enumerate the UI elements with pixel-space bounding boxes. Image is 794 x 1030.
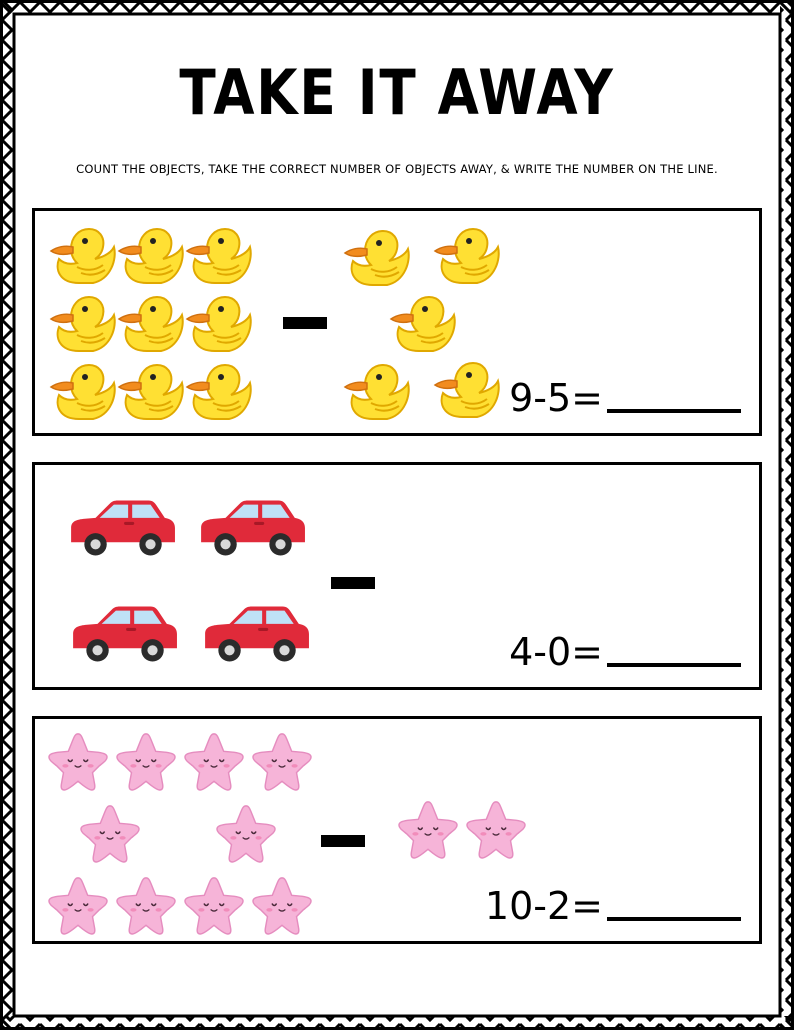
duck-icon bbox=[431, 357, 501, 423]
duck-icon bbox=[341, 359, 411, 425]
duck-icon bbox=[183, 359, 253, 425]
answer-line[interactable] bbox=[607, 917, 741, 921]
car-icon bbox=[67, 599, 179, 667]
star-icon bbox=[183, 875, 245, 935]
worksheet-title: TAKE IT AWAY bbox=[179, 56, 615, 129]
duck-icon bbox=[341, 225, 411, 291]
car-icon bbox=[195, 493, 307, 561]
duck-icon bbox=[115, 359, 185, 425]
car-icon bbox=[199, 599, 311, 667]
minus-sign bbox=[331, 577, 375, 589]
problem-box-ducks bbox=[32, 208, 762, 436]
equation bbox=[509, 630, 741, 674]
answer-line[interactable] bbox=[607, 409, 741, 413]
star-icon bbox=[79, 803, 141, 863]
duck-icon bbox=[47, 359, 117, 425]
duck-icon bbox=[431, 223, 501, 289]
star-icon bbox=[183, 731, 245, 791]
star-icon bbox=[115, 875, 177, 935]
duck-icon bbox=[47, 223, 117, 289]
star-icon bbox=[251, 731, 313, 791]
star-icon bbox=[397, 799, 459, 859]
duck-icon bbox=[115, 223, 185, 289]
problem-box-cars bbox=[32, 462, 762, 690]
answer-line[interactable] bbox=[607, 663, 741, 667]
duck-icon bbox=[387, 291, 457, 357]
equation-text: 9-5= bbox=[509, 376, 603, 420]
duck-icon bbox=[115, 291, 185, 357]
minus-sign bbox=[321, 835, 365, 847]
equation bbox=[509, 376, 741, 420]
worksheet-instructions: COUNT THE OBJECTS, TAKE THE CORRECT NUMBER OF OBJECTS AWAY, & WRITE THE NUMBER ON THE LINE. bbox=[76, 162, 718, 176]
problem-box-stars bbox=[32, 716, 762, 944]
duck-icon bbox=[183, 291, 253, 357]
star-icon bbox=[115, 731, 177, 791]
equation bbox=[484, 884, 741, 928]
star-icon bbox=[47, 731, 109, 791]
equation-text: 4-0= bbox=[509, 630, 603, 674]
minus-sign bbox=[283, 317, 327, 329]
star-icon bbox=[47, 875, 109, 935]
star-icon bbox=[251, 875, 313, 935]
star-icon bbox=[465, 799, 527, 859]
duck-icon bbox=[47, 291, 117, 357]
car-icon bbox=[65, 493, 177, 561]
equation-text: 10-2= bbox=[484, 884, 603, 928]
duck-icon bbox=[183, 223, 253, 289]
star-icon bbox=[215, 803, 277, 863]
